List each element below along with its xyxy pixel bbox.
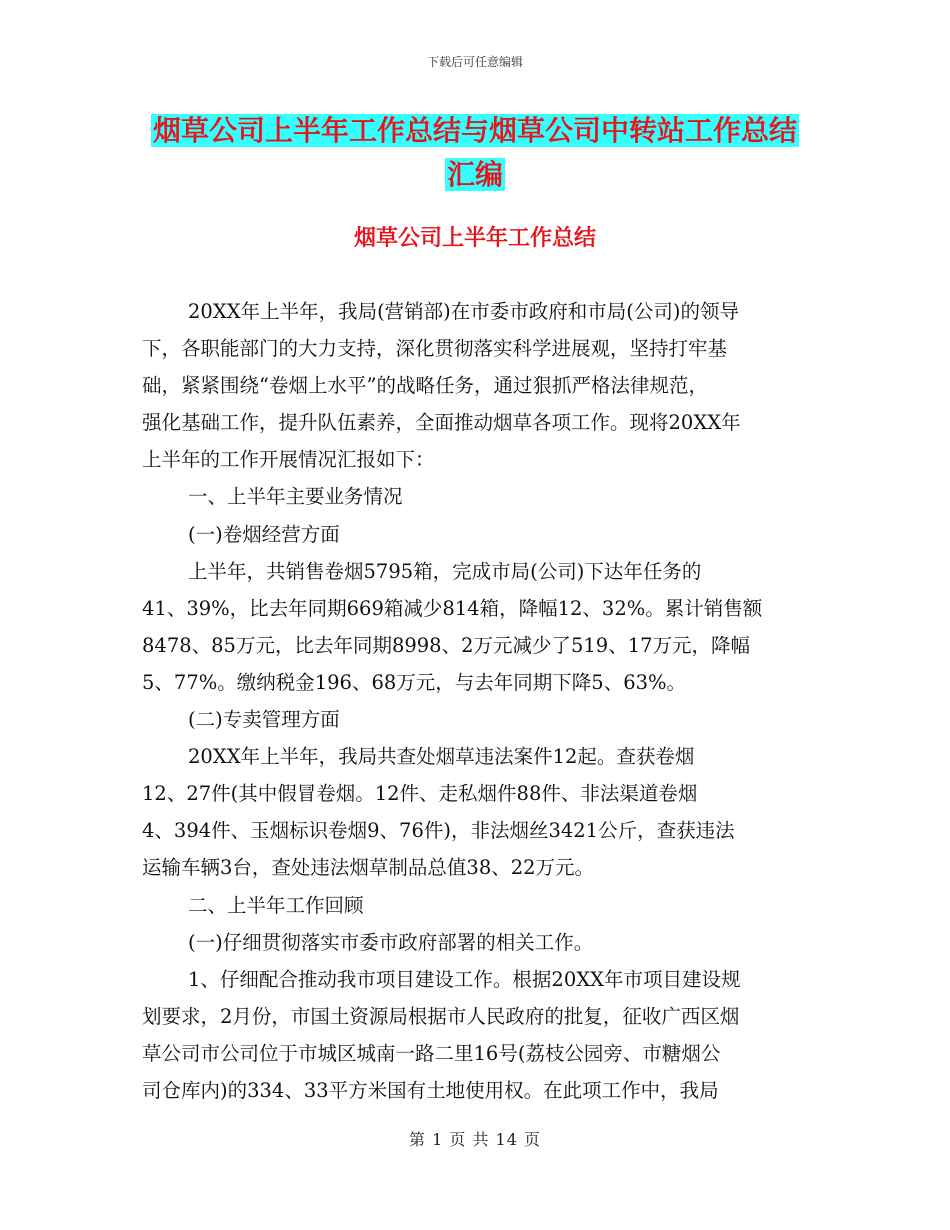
main-title-text-2: 汇编 [446,158,503,191]
main-title-line-2 [0,155,950,195]
main-title-line-1 [0,111,950,151]
body-line: 20XX年上半年，我局共查处烟草违法案件12起。查获卷烟 [188,745,695,769]
body-line: 5、77%。缴纳税金196、68万元，与去年同期下降5、63%。 [142,670,687,694]
body-line: 8478、85万元，比去年同期8998、2万元减少了519、17万元，降幅 [142,633,751,657]
body-line: 司仓库内)的334、33平方米国有土地使用权。在此项工作中，我局 [142,1078,719,1102]
body-line: 41、39%，比去年同期669箱减少814箱，降幅12、32%。累计销售额 [142,596,763,620]
body-line: 强化基础工作，提升队伍素养，全面推动烟草各项工作。现将20XX年 [142,411,741,435]
body-line: 12、27件(其中假冒卷烟。12件、走私烟件88件、非法渠道卷烟 [142,782,698,806]
body-line: 4、394件、玉烟标识卷烟9、76件)，非法烟丝3421公斤，查获违法 [142,819,735,843]
page-footer: 第 1 页 共 14 页 [409,1130,541,1149]
body-line: 上半年的工作开展情况汇报如下： [142,448,435,472]
body-line: 1、仔细配合推动我市项目建设工作。根据20XX年市项目建设规 [188,967,741,991]
body-line: 草公司市公司位于市城区城南一路二里16号(荔枝公园旁、市糖烟公 [142,1041,721,1065]
body-line: 运输车辆3台，查处违法烟草制品总值38、22万元。 [142,856,595,880]
body-line: 二、上半年工作回顾 [188,893,364,917]
body-line: (一)卷烟经营方面 [188,522,340,546]
body-line: 础，紧紧围绕“卷烟上水平”的战略任务，通过狠抓严格法律规范， [142,374,708,398]
main-title-text-1: 烟草公司上半年工作总结与烟草公司中转站工作总结 [152,114,797,147]
body-line: (一)仔细贯彻落实市委市政府部署的相关工作。 [188,930,594,954]
body-line: 一、上半年主要业务情况 [188,485,403,509]
body-line: 上半年，共销售卷烟5795箱，完成市局(公司)下达年任务的 [188,559,702,583]
section-title: 烟草公司上半年工作总结 [353,226,596,251]
body-line: 下，各职能部门的大力支持，深化贯彻落实科学进展观，坚持打牢基 [142,337,728,361]
body-text [142,293,822,1109]
page-header-note: 下载后可任意编辑 [426,55,523,69]
body-line: 划要求，2月份，市国土资源局根据市人民政府的批复，征收广西区烟 [142,1004,740,1028]
body-line: 20XX年上半年，我局(营销部)在市委市政府和市局(公司)的领导 [188,300,740,323]
body-line: (二)专卖管理方面 [188,708,340,732]
